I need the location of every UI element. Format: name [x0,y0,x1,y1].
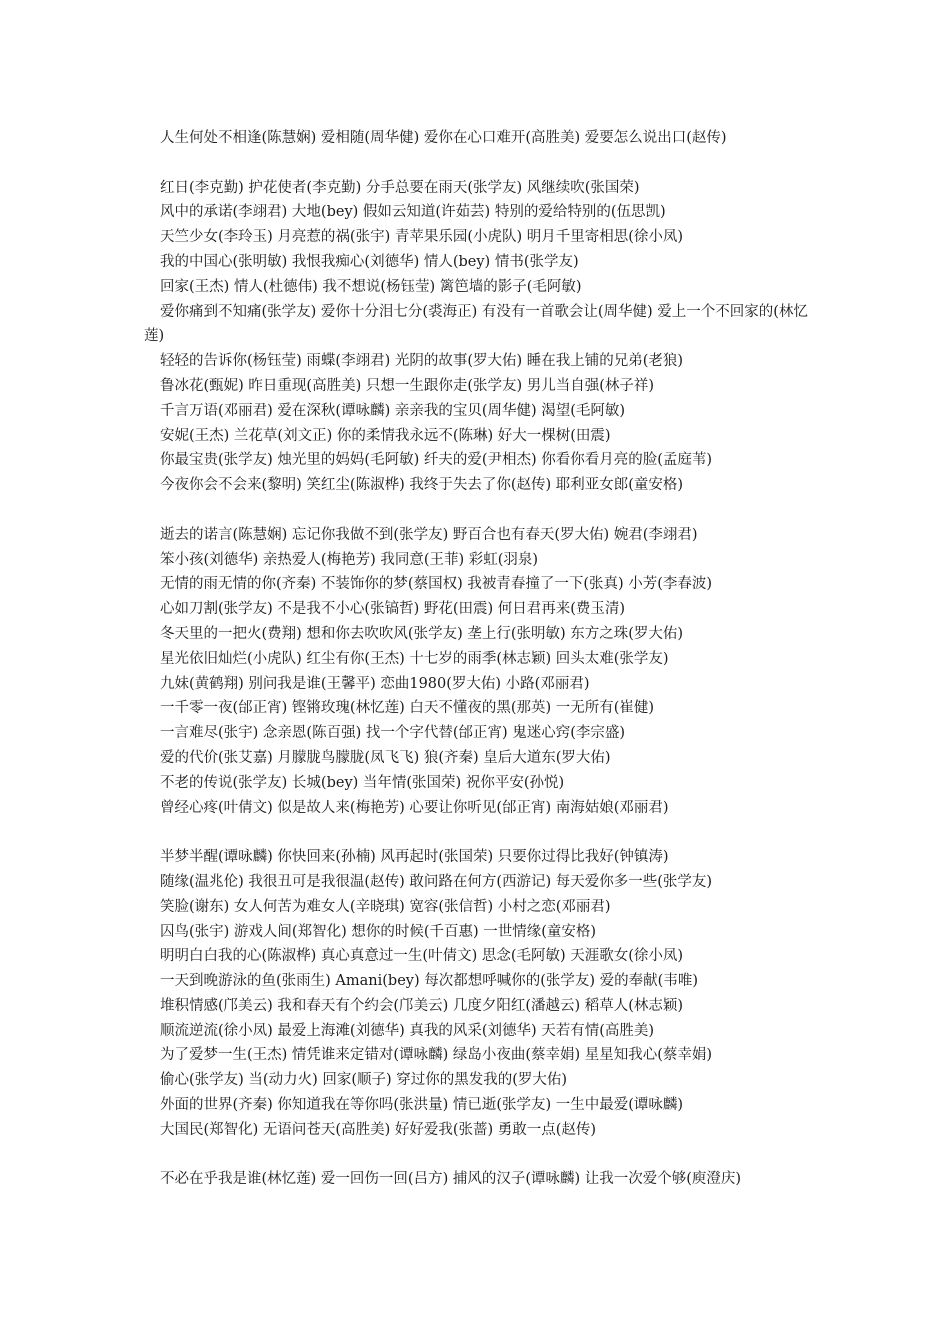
song-line: 堆积情感(邝美云) 我和春天有个约会(邝美云) 几度夕阳红(潘越云) 稻草人(林志颖) [160,997,684,1014]
song-line: 安妮(王杰) 兰花草(刘文正) 你的柔情我永远不(陈琳) 好大一棵树(田震) [160,427,611,444]
song-paragraph [144,523,814,821]
song-list-body [144,126,814,1192]
song-line: 爱的代价(张艾嘉) 月朦胧鸟朦胧(凤飞飞) 狼(齐秦) 皇后大道东(罗大佑) [160,749,611,766]
song-paragraph [144,845,814,1143]
song-paragraph [144,1167,814,1192]
song-line: 轻轻的告诉你(杨钰莹) 雨蝶(李翊君) 光阴的故事(罗大佑) 睡在我上铺的兄弟(老狼) [160,353,684,370]
song-line: 外面的世界(齐秦) 你知道我在等你吗(张洪量) 情已逝(张学友) 一生中最爱(谭咏麟) [160,1097,684,1114]
song-line: 曾经心疼(叶倩文) 似是故人来(梅艳芳) 心要让你听见(邰正宵) 南海姑娘(邓丽君) [160,799,669,816]
song-line: 笨小孩(刘德华) 亲热爱人(梅艳芳) 我同意(王菲) 彩虹(羽泉) [160,551,539,568]
song-line: 心如刀割(张学友) 不是我不小心(张镐哲) 野花(田震) 何日君再来(费玉清) [160,601,626,618]
song-line: 为了爱梦一生(王杰) 情凭谁来定错对(谭咏麟) 绿岛小夜曲(蔡幸娟) 星星知我心(蔡幸娟) [160,1047,713,1064]
song-line: 随缘(温兆伦) 我很丑可是我很温(赵传) 敢问路在何方(西游记) 每天爱你多一些(张学友) [160,873,713,890]
paragraph-gap [144,820,814,845]
song-line: 大国民(郑智化) 无语问苍天(高胜美) 好好爱我(张蔷) 勇敢一点(赵传) [160,1121,597,1138]
song-line: 你最宝贵(张学友) 烛光里的妈妈(毛阿敏) 纤夫的爱(尹相杰) 你看你看月亮的脸(孟庭苇) [160,452,713,469]
song-line: 冬天里的一把火(费翔) 想和你去吹吹风(张学友) 垄上行(张明敏) 东方之珠(罗大佑) [160,625,684,642]
song-line: 我的中国心(张明敏) 我恨我痴心(刘德华) 情人(bey) 情书(张学友) [160,253,579,270]
song-line: 逝去的诺言(陈慧娴) 忘记你我做不到(张学友) 野百合也有春天(罗大佑) 婉君(李翊君) [160,526,698,543]
song-line: 回家(王杰) 情人(杜德伟) 我不想说(杨钰莹) 篱笆墙的影子(毛阿敏) [160,278,582,295]
song-line: 不老的传说(张学友) 长城(bey) 当年情(张国荣) 祝你平安(孙悦) [160,774,565,791]
song-line: 星光依旧灿烂(小虎队) 红尘有你(王杰) 十七岁的雨季(林志颖) 回头太难(张学友) [160,650,669,667]
song-line: 顺流逆流(徐小凤) 最爱上海滩(刘德华) 真我的风采(刘德华) 天若有情(高胜美) [160,1022,655,1039]
song-line: 一言难尽(张宇) 念亲恩(陈百强) 找一个字代替(邰正宵) 鬼迷心窍(李宗盛) [160,725,626,742]
song-line: 千言万语(邓丽君) 爱在深秋(谭咏麟) 亲亲我的宝贝(周华健) 渴望(毛阿敏) [160,402,626,419]
song-line: 爱你痛到不知痛(张学友) 爱你十分泪七分(裘海正) 有没有一首歌会让(周华健) 爱上一个不回家的(林忆莲) [144,303,808,345]
song-line: 笑脸(谢东) 女人何苦为难女人(辛晓琪) 宽容(张信哲) 小村之恋(邓丽君) [160,898,611,915]
paragraph-gap [144,151,814,176]
paragraph-gap [144,1143,814,1168]
song-line: 今夜你会不会来(黎明) 笑红尘(陈淑桦) 我终于失去了你(赵传) 耶利亚女郎(童安格) [160,477,684,494]
song-line: 不必在乎我是谁(林忆莲) 爱一回伤一回(吕方) 捕风的汉子(谭咏麟) 让我一次爱个够(庾澄庆) [160,1171,742,1188]
paragraph-gap [144,498,814,523]
song-line: 一天到晚游泳的鱼(张雨生) Amani(bey) 每次都想呼喊你的(张学友) 爱的奉献(韦唯) [160,973,698,990]
song-line: 红日(李克勤) 护花使者(李克勤) 分手总要在雨天(张学友) 风继续吹(张国荣) [160,179,640,196]
song-paragraph [144,126,814,151]
song-line: 人生何处不相逢(陈慧娴) 爱相随(周华健) 爱你在心口难开(高胜美) 爱要怎么说出口(赵传) [160,130,727,146]
song-line: 明明白白我的心(陈淑桦) 真心真意过一生(叶倩文) 思念(毛阿敏) 天涯歌女(徐小凤) [160,948,684,965]
song-line: 风中的承诺(李翊君) 大地(bey) 假如云知道(许茹芸) 特别的爱给特别的(伍思凯) [160,204,666,221]
song-line: 囚鸟(张宇) 游戏人间(郑智化) 想你的时候(千百惠) 一世情缘(童安格) [160,923,597,940]
song-line: 鲁冰花(甄妮) 昨日重现(高胜美) 只想一生跟你走(张学友) 男儿当自强(林子祥) [160,377,655,394]
song-line: 半梦半醒(谭咏麟) 你快回来(孙楠) 风再起时(张国荣) 只要你过得比我好(钟镇涛) [160,849,669,866]
song-line: 一千零一夜(邰正宵) 铿锵玫瑰(林忆莲) 白天不懂夜的黑(那英) 一无所有(崔健) [160,700,655,717]
song-line: 无情的雨无情的你(齐秦) 不装饰你的梦(蔡国权) 我被青春撞了一下(张真) 小芳(李春波) [160,576,713,593]
song-paragraph [144,176,814,498]
song-line: 九妹(黄鹤翔) 别问我是谁(王馨平) 恋曲1980(罗大佑) 小路(邓丽君) [160,675,590,692]
song-line: 偷心(张学友) 当(动力火) 回家(顺子) 穿过你的黑发我的(罗大佑) [160,1072,568,1089]
song-line: 天竺少女(李玲玉) 月亮惹的祸(张宇) 青苹果乐园(小虎队) 明月千里寄相思(徐小凤) [160,229,684,246]
